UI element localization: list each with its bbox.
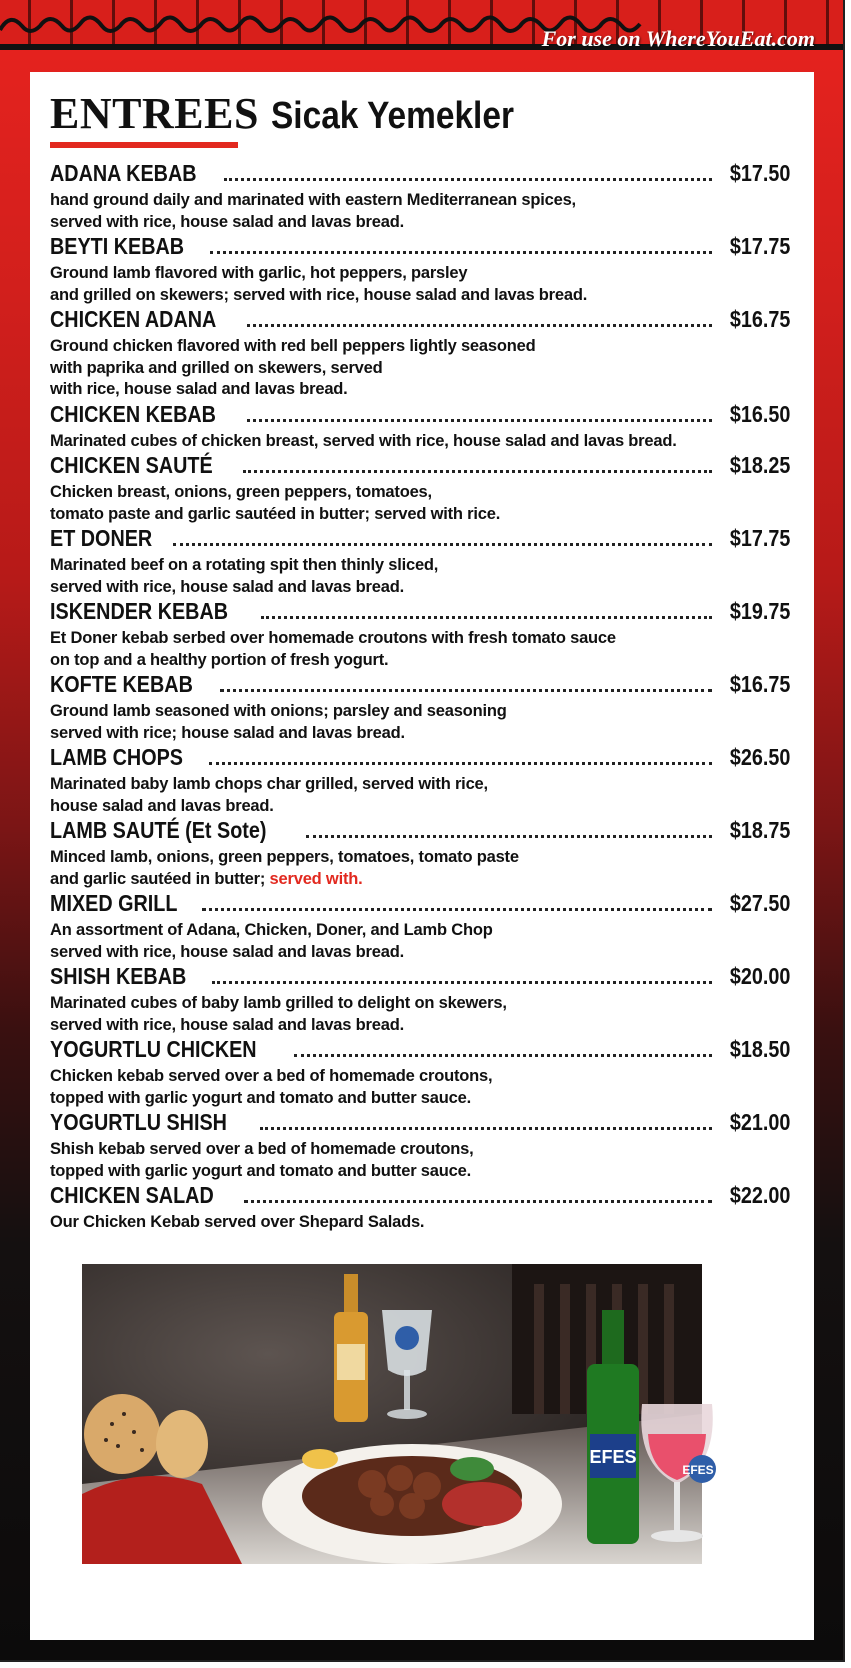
menu-item-description-text: Chicken kebab served over a bed of homemade croutons, topped with garlic yogurt and tomato and butter sauce. <box>50 1067 493 1107</box>
menu-item-price: $18.50 <box>729 1036 790 1062</box>
menu-item-name: CHICKEN KEBAB <box>50 400 216 427</box>
watermark-text: For use on WhereYouEat.com <box>541 26 815 51</box>
menu-item-description <box>50 628 790 671</box>
menu-item <box>50 963 790 1036</box>
menu-item-description <box>50 1139 790 1182</box>
dot-leader <box>243 469 712 473</box>
menu-item-name: SHISH KEBAB <box>50 963 187 989</box>
menu-panel <box>30 72 814 1640</box>
menu-item-description-text: Marinated beef on a rotating spit then thinly sliced, served with rice, house salad and lavas bread. <box>50 556 439 596</box>
menu-item-name: LAMB CHOPS <box>50 744 183 770</box>
menu-item-description <box>50 336 790 401</box>
menu-item-name: BEYTI KEBAB <box>50 233 185 259</box>
menu-item-name: YOGURTLU CHICKEN <box>50 1036 257 1062</box>
menu-item-price: $17.75 <box>729 525 790 551</box>
menu-item-name: ISKENDER KEBAB <box>50 598 229 624</box>
menu-item-row <box>50 401 790 431</box>
decorative-border <box>0 0 843 50</box>
menu-item-row <box>50 233 790 263</box>
menu-item-description <box>50 555 790 598</box>
menu-item <box>50 306 790 401</box>
menu-item <box>50 160 790 233</box>
menu-item-description-text: Marinated cubes of baby lamb grilled to delight on skewers, served with rice, house salad and lavas bread. <box>50 994 507 1034</box>
dot-leader <box>212 980 711 984</box>
dot-leader <box>247 418 712 422</box>
menu-item-description <box>50 190 790 233</box>
menu-item-description <box>50 482 790 525</box>
heading-english: ENTREES <box>50 89 259 138</box>
food-photo-illustration <box>82 1264 714 1564</box>
menu-item-row <box>50 1182 790 1212</box>
dot-leader <box>261 615 712 619</box>
dot-leader <box>209 761 712 765</box>
menu-item <box>50 1036 790 1109</box>
menu-item-row <box>50 817 790 847</box>
dot-leader <box>202 907 711 911</box>
menu-item-price: $20.00 <box>729 963 790 989</box>
menu-item-price: $27.50 <box>729 890 790 916</box>
menu-item-description-text: Ground lamb seasoned with onions; parsley and seasoning served with rice; house salad and lavas bread. <box>50 702 507 742</box>
menu-item-description <box>50 1212 790 1234</box>
menu-item-row <box>50 890 790 920</box>
menu-item-row <box>50 1109 790 1139</box>
menu-item <box>50 525 790 598</box>
menu-item-description <box>50 847 790 890</box>
menu-item-price: $16.50 <box>729 400 790 427</box>
menu-item-name: CHICKEN SALAD <box>50 1182 214 1208</box>
menu-item-row <box>50 744 790 774</box>
food-photo <box>82 1264 714 1564</box>
menu-item-description-text: hand ground daily and marinated with eastern Mediterranean spices, served with rice, house salad and lavas bread. <box>50 191 576 231</box>
menu-item-price: $19.75 <box>729 598 790 624</box>
menu-item-description-text: Our Chicken Kebab served over Shepard Salads. <box>50 1213 425 1231</box>
menu-item-price: $18.75 <box>729 817 790 843</box>
dot-leader <box>210 250 712 254</box>
menu-item <box>50 1182 790 1234</box>
menu-item-description <box>50 431 790 453</box>
menu-item-row <box>50 452 790 482</box>
menu-item-name: YOGURTLU SHISH <box>50 1109 227 1135</box>
menu-item-row <box>50 1036 790 1066</box>
menu-item-row <box>50 598 790 628</box>
menu-item-price: $16.75 <box>729 671 790 697</box>
heading-underline <box>50 142 238 148</box>
dot-leader <box>294 1053 711 1057</box>
menu-item-name: CHICKEN SAUTÉ <box>50 452 213 478</box>
menu-item-description-text: Chicken breast, onions, green peppers, tomatoes, tomato paste and garlic sautéed in butter; served with rice. <box>50 483 501 523</box>
section-heading <box>50 88 547 144</box>
dot-leader <box>306 834 712 838</box>
menu-item-description-text: Shish kebab served over a bed of homemade croutons, topped with garlic yogurt and tomato and butter sauce. <box>50 1140 474 1180</box>
menu-item-description-note: served with. <box>269 869 363 888</box>
menu-item <box>50 233 790 306</box>
menu-item-name: CHICKEN ADANA <box>50 306 217 332</box>
menu-item-name: LAMB SAUTÉ (Et Sote) <box>50 817 267 843</box>
dot-leader <box>173 542 712 546</box>
menu-item-description <box>50 774 790 817</box>
menu-item-description-text: Marinated cubes of chicken breast, served with rice, house salad and lavas bread. <box>50 431 677 450</box>
menu-item <box>50 598 790 671</box>
menu-item-row <box>50 963 790 993</box>
menu-item <box>50 890 790 963</box>
menu-items-list <box>50 160 790 1234</box>
menu-item-description-text: Minced lamb, onions, green peppers, tomatoes, tomato paste and garlic sautéed in butter; <box>50 848 519 888</box>
menu-item <box>50 452 790 525</box>
bottle-label: EFES <box>589 1447 637 1467</box>
dot-leader <box>220 688 712 692</box>
menu-item <box>50 401 790 453</box>
menu-item-name: KOFTE KEBAB <box>50 671 193 697</box>
menu-item-price: $18.25 <box>729 452 790 478</box>
menu-item <box>50 671 790 744</box>
menu-item-description <box>50 701 790 744</box>
menu-item-price: $26.50 <box>729 744 790 770</box>
menu-item-price: $17.50 <box>729 160 790 186</box>
menu-item-description-text: An assortment of Adana, Chicken, Doner, and Lamb Chop served with rice, house salad and lavas bread. <box>50 921 493 961</box>
menu-item-description <box>50 1066 790 1109</box>
menu-item-row <box>50 160 790 190</box>
menu-item-price: $17.75 <box>729 233 790 259</box>
menu-item-price: $16.75 <box>729 306 790 332</box>
menu-item-row <box>50 671 790 701</box>
dot-leader <box>244 1199 711 1203</box>
menu-item-row <box>50 525 790 555</box>
glass-label: EFES <box>682 1463 714 1477</box>
dot-leader <box>247 323 711 327</box>
menu-item-description-text: Marinated baby lamb chops char grilled, served with rice, house salad and lavas bread. <box>50 775 488 815</box>
menu-item-name: ADANA KEBAB <box>50 160 197 186</box>
menu-item-description-text: Ground lamb flavored with garlic, hot peppers, parsley and grilled on skewers; served with rice, house salad and lavas bread. <box>50 264 588 304</box>
menu-item <box>50 817 790 890</box>
dot-leader <box>260 1126 712 1130</box>
menu-item-row <box>50 306 790 336</box>
menu-item-description <box>50 993 790 1036</box>
dot-leader <box>224 177 711 181</box>
menu-item-description <box>50 920 790 963</box>
menu-item <box>50 1109 790 1182</box>
menu-item-name: MIXED GRILL <box>50 890 178 916</box>
menu-item-description <box>50 263 790 306</box>
menu-item-price: $22.00 <box>729 1182 790 1208</box>
heading-turkish: Sicak Yemekler <box>270 95 514 137</box>
menu-item-name: ET DONER <box>50 525 153 551</box>
menu-item <box>50 744 790 817</box>
menu-item-price: $21.00 <box>729 1109 790 1135</box>
menu-item-description-text: Et Doner kebab serbed over homemade croutons with fresh tomato sauce on top and a healthy portion of fresh yogurt. <box>50 629 616 669</box>
menu-item-description-text: Ground chicken flavored with red bell peppers lightly seasoned with paprika and grilled on skewers, served with rice, house salad and lavas bread. <box>50 337 536 398</box>
